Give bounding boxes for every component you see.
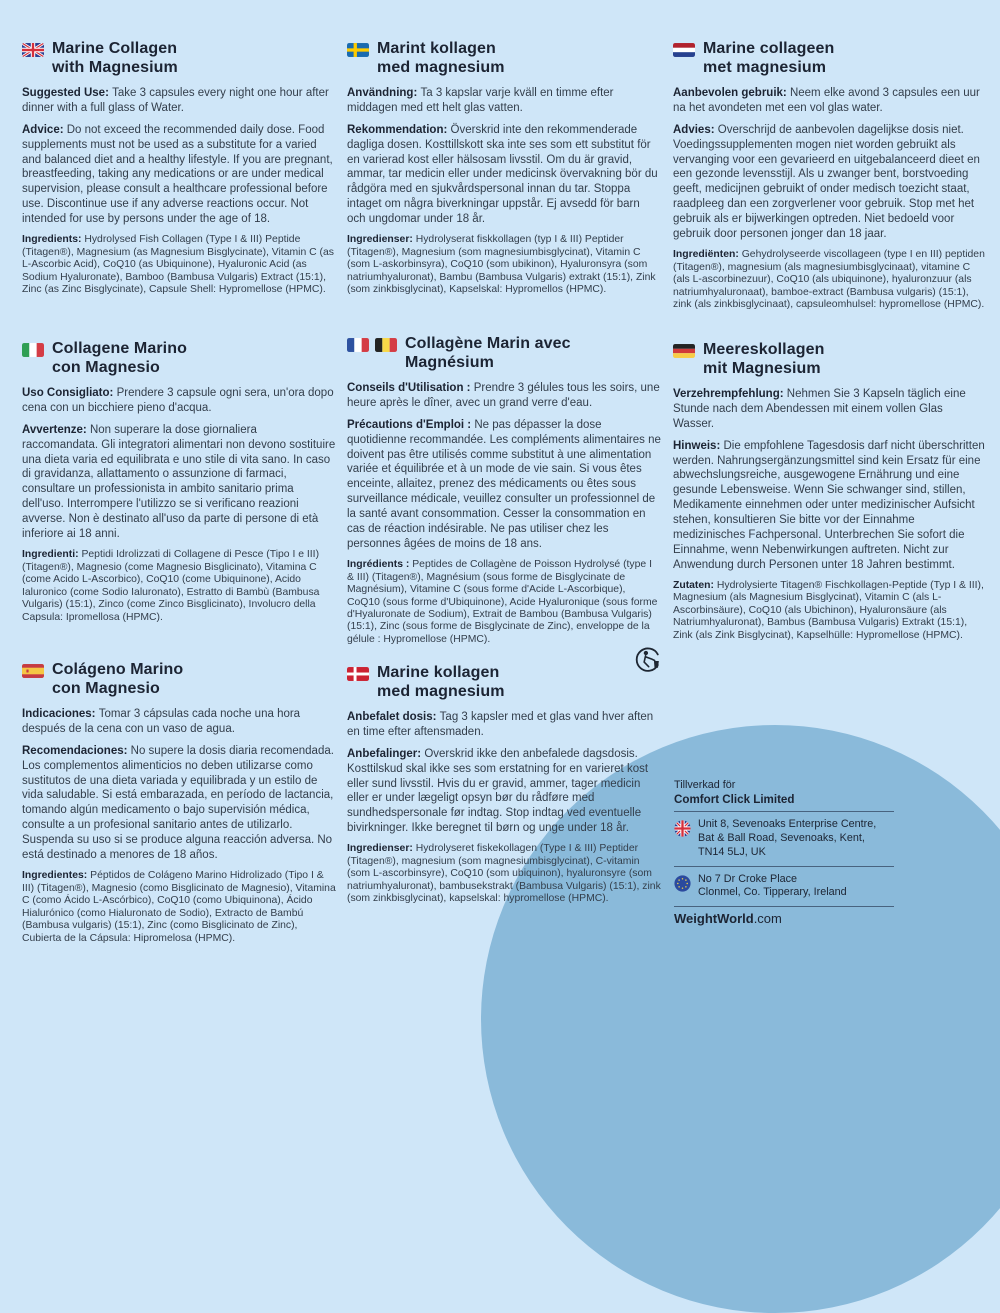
advice-paragraph: Anbefalinger: Overskrid ikke den anbefalede dagsdosis. Kosttilskud skal ikke ses som erstatning for en varieret kost eller sund livsstil. Hvis du er gravid, ammer, tager medicin eller er under lægeligt opsyn bør du rådføre med sundhedspersonale før indtag. Stop indtag ved eventuelle bivirkninger. Ikke beregnet til børn og unge under 18 år. — [347, 747, 649, 835]
website-text: WeightWorld.com — [674, 911, 782, 927]
made-for-label: Tillverkad för — [674, 779, 736, 791]
manufacturer-block — [674, 778, 894, 926]
section-header — [347, 40, 661, 78]
section-german — [673, 341, 987, 649]
suggested-use-paragraph: Conseils d'Utilisation : Prendre 3 gélules tous les soirs, une heure après le dîner, avec un grand verre d'eau. — [347, 381, 660, 409]
ingredients-paragraph: Ingredients: Hydrolysed Fish Collagen (Type I & III) Peptide (Titagen®), Magnesium (as Magnesium Bisglycinate), Vitamin C (as L-Ascorbic Acid), CoQ10 (as Ubiquinone), Hyaluronic Acid (as Sodium Hyaluronate), Bamboo (Bambusa Vulgaris) Extract (15:1), Zinc (as Zinc Bisglycinate), Capsule Shell: Hypromellose (HPMC). — [22, 234, 334, 296]
suggested-use-paragraph: Anbefalet dosis: Tag 3 kapsler med et glas vand hver aften en time efter aftensmaden. — [347, 710, 654, 738]
section-swedish — [347, 40, 661, 304]
section-title: Marint kollagen med magnesium — [377, 40, 505, 76]
denmark-flag-icon — [347, 667, 369, 681]
advice-paragraph: Advies: Overschrijd de aanbevolen dagelijkse dosis niet. Voedingssupplementen mogen niet worden gebruikt als vervanging voor een gevarieerd en uitgebalanceerd dieet en een gezonde levensstijl. Als u zwanger bent, borstvoeding geeft, medicijnen gebruikt of onder medisch toezicht staat, raadpleeg dan een zorgverlener voor gebruik. Stop met het gebruik als er bijwerkingen optreden. Niet bedoeld voor gebruik door personen jonger dan 18 jaar. — [673, 123, 980, 241]
ingredients-paragraph: Ingredienser: Hydrolyserat fiskkollagen (typ I & III) Peptider (Titagen®), Magnesium (som magnesiumbisglycinat), Vitamin C (som L-askorbinsyra), CoQ10 (som ubikinon), Hyaluronsyra (som natriumhyaluronat), Bambu (Bambusa Vulgaris) extrakt (15:1), Zink (som zinkbisglycinat), Kapselskal: Hypromellos (HPMC). — [347, 234, 656, 296]
section-header — [22, 340, 336, 378]
advice-paragraph: Rekommendation: Överskrid inte den rekommenderade dagliga dosen. Kosttillskott ska inte ses som ett substitut för en varierad kost eller hälsosam livsstil. Om du är gravid, ammar, tar medicin eller under medicinsk övervakning bör du rådgöra med en sjukvårdspersonal innan du tar. Stoppa intaget om några biverkningar uppstår. Ej avsedd för barn och ungdomar under 18 år. — [347, 123, 658, 226]
suggested-use-paragraph: Aanbevolen gebruik: Neem elke avond 3 capsules een uur na het avondeten met een vol glas water. — [673, 86, 980, 114]
section-title: Marine Collagen with Magnesium — [52, 40, 178, 76]
section-header — [347, 335, 661, 373]
ingredients-paragraph: Ingrediënten: Gehydrolyseerde viscollageen (type I en III) peptiden (Titagen®), magnesium (als magnesiumbisglycinaat), vitamine C (als L-ascorbinezuur), CoQ10 (als ubiquinone), hyaluronzuur (als natriumhyaluronaat), bamboe-extract (Bambusa vulgaris) (15:1), zink (als zinkbisglycinaat), capsuleomhulsel: hypromellose (HPMC). — [673, 249, 985, 311]
eu-address-text: No 7 Dr Croke Place Clonmel, Co. Tipperary, Ireland — [698, 872, 847, 899]
sweden-flag-icon — [347, 43, 369, 57]
ingredients-paragraph: Ingrédients : Peptides de Collagène de Poisson Hydrolysé (type I & III) (Titagen®), Magnésium (sous forme de Bisglycinate de Magnésium), Vitamine C (sous forme d'Acide L-Ascorbique), CoQ10 (sous forme d'Ubiquinone), Acide Hyaluronique (sous forme d'Hyaluronate de Sodium), Extrait de Bambou (Bambusa Vulgaris) (15:1), Zinc (sous forme de Bisglycinate de Zinc), enveloppe de la gélule : Hypromellose (HPMC). — [347, 559, 658, 645]
tidyman-litter-icon — [634, 646, 662, 674]
section-header — [22, 661, 336, 699]
divider — [674, 811, 894, 812]
france-flag-icon — [347, 338, 369, 352]
company-name: Comfort Click Limited — [674, 793, 795, 807]
belgium-flag-icon — [375, 338, 397, 352]
section-danish — [347, 664, 661, 913]
section-header — [673, 40, 987, 78]
netherlands-flag-icon — [673, 43, 695, 57]
divider — [674, 866, 894, 867]
eu-address — [674, 871, 894, 903]
advice-paragraph: Hinweis: Die empfohlene Tagesdosis darf nicht überschritten werden. Nahrungsergänzungsmittel sind kein Ersatz für eine abwechslungsreiche, ausgewogene Ernährung und eine gesunde Lebensweise. Wenn Sie schwanger sind, stillen, Medikamente einnehmen oder unter medizinischer Aufsicht stehen, konsultieren Sie bitte vor der Einnahme medizinisches Fachpersonal. Unterbrechen Sie sofort die Einnahme, wenn Nebenwirkungen auftreten. Nicht zur Anwendung durch Personen unter 18 Jahren bestimmt. — [673, 439, 985, 572]
section-english — [22, 40, 336, 304]
suggested-use-paragraph: Verzehrempfehlung: Nehmen Sie 3 Kapseln täglich eine Stunde nach dem Abendessen mit einem vollen Glas Wasser. — [673, 387, 966, 430]
germany-flag-icon — [673, 344, 695, 358]
suggested-use-paragraph: Uso Consigliato: Prendere 3 capsule ogni sera, un'ora dopo cena con un bicchiere pieno d'acqua. — [22, 386, 334, 414]
section-title: Marine collageen met magnesium — [703, 40, 835, 76]
uk-address — [674, 816, 894, 861]
section-spanish — [22, 661, 336, 952]
advice-paragraph: Recomendaciones: No supere la dosis diaria recomendada. Los complementos alimenticios no deben utilizarse como sustitutos de una dieta variada y equilibrada y un estilo de vida saludable. Si está embarazada, en período de lactancia, tomando algún medicamento o bajo supervisión médica, consulte a un profesional sanitario antes de utilizarlo. Suspenda su uso si se produce alguna reacción adversa. No está destinado a menores de 18 años. — [22, 744, 334, 862]
ingredients-paragraph: Ingredienti: Peptidi Idrolizzati di Collagene di Pesce (Tipo I e III) (Titagen®), Magnesio (come Magnesio Bisglicinato), Vitamina C (come Acido L-Ascorbico), CoQ10 (come Ubiquinone), Acido Ialuronico (come Sodio Ialuronato), Estratto di Bambù (Bambusa Vulgaris) (15:1), Zinco (come Zinco Bisglicinato), Involucro della Capsula: Ipromellosa (HPMC). — [22, 549, 320, 623]
section-title: Marine kollagen med magnesium — [377, 664, 505, 700]
spain-flag-icon — [22, 664, 44, 678]
section-title: Colágeno Marino con Magnesio — [52, 661, 184, 697]
advice-paragraph: Avvertenze: Non superare la dose giornaliera raccomandata. Gli integratori alimentari non devono sostituire una dieta varia ed equilibrata e uno stile di vita sano. In caso di gravidanza, allattamento o assunzione di farmaci, consultare un professionista in ambito sanitario prima dell'uso. Interrompere l'utilizzo se si verificano reazioni avverse. Non è destinato all'uso da parte di persone di età inferiore ai 18 anni. — [22, 423, 336, 541]
uk-address-text: Unit 8, Sevenoaks Enterprise Centre, Bat & Ball Road, Sevenoaks, Kent, TN14 5LJ, UK — [698, 818, 877, 858]
uk-flag-icon — [22, 43, 44, 57]
section-title: Meereskollagen mit Magnesium — [703, 341, 825, 377]
ingredients-paragraph: Ingredienser: Hydrolyseret fiskekollagen (Type I & III) Peptider (Titagen®), magnesium (som magnesiumbisglycinat), C-vitamin (som L-ascorbinsyre), CoQ10 (som ubiquinon), hyaluronsyre (som natriumhyaluronat), bambusekstrakt (Bambusa Vulgaris) (15:1), zink (som zinkbisglycinat), kapselskal: hypromellose (HPMC). — [347, 843, 661, 905]
section-header — [673, 341, 987, 379]
section-dutch — [673, 40, 987, 319]
suggested-use-paragraph: Användning: Ta 3 kapslar varje kväll en timme efter middagen med ett helt glas vatten. — [347, 86, 614, 114]
section-french — [347, 335, 661, 653]
suggested-use-paragraph: Indicaciones: Tomar 3 cápsulas cada noche una hora después de la cena con un vaso de agua. — [22, 707, 301, 735]
divider — [674, 906, 894, 907]
section-italian — [22, 340, 336, 631]
advice-paragraph: Advice: Do not exceed the recommended daily dose. Food supplements must not be used as a substitute for a varied and balanced diet and a healthy lifestyle. If you are pregnant, breastfeeding, taking any medications or are under medical supervision, please consult a healthcare professional before use. Discontinue use if any adverse reactions occur. Not intended for use by persons under the age of 18. — [22, 123, 333, 226]
uk-roundel-icon — [674, 820, 691, 837]
advice-paragraph: Précautions d'Emploi : Ne pas dépasser la dose quotidienne recommandée. Les compléments alimentaires ne doivent pas être utilisés comme substitut à une alimentation variée et équilibrée et à un mode de vie sain. Si vous êtes enceinte, allaitez, prenez des médicaments ou êtes sous surveillance médicale, veuillez consulter un professionnel de la santé avant consommation. Cesser la consommation en cas de réaction indésirable. Ne pas utiliser chez les personnes âgées de moins de 18 ans. — [347, 418, 661, 551]
suggested-use-paragraph: Suggested Use: Take 3 capsules every night one hour after dinner with a full glass of Water. — [22, 86, 329, 114]
italy-flag-icon — [22, 343, 44, 357]
section-header — [22, 40, 336, 78]
section-title: Collagene Marino con Magnesio — [52, 340, 187, 376]
eu-roundel-icon — [674, 875, 691, 892]
section-title: Collagène Marin avec Magnésium — [405, 335, 571, 371]
ingredients-paragraph: Zutaten: Hydrolysierte Titagen® Fischkollagen-Peptide (Typ I & III), Magnesium (als Magnesium Bisglycinat), Vitamin C (als L-Ascorbinsäure), CoQ10 (als Ubichinon), Hyaluronsäure (als Natriumhyaluronat), Bambus (Bambusa Vulgaris) Extrakt (15:1), Zink (als Zink Bisglycinat), Kapselhülle: Hypromellose (HPMC). — [673, 580, 984, 641]
section-header — [347, 664, 661, 702]
ingredients-paragraph: Ingredientes: Péptidos de Colágeno Marino Hidrolizado (Tipo I & III) (Titagen®), Magnesio (como Bisglicinato de Magnesio), Vitamina C (como Ácido L-Ascórbico), CoQ10 (como Ubiquinona), Ácido Hialurónico (como Hialuronato de Sodio), Extracto de Bambú (Bambusa vulgaris) (15:1), Zinc (como Bisglicinato de Zinc), Cubierta de la Cápsula: Hipromelosa (HPMC). — [22, 870, 336, 944]
